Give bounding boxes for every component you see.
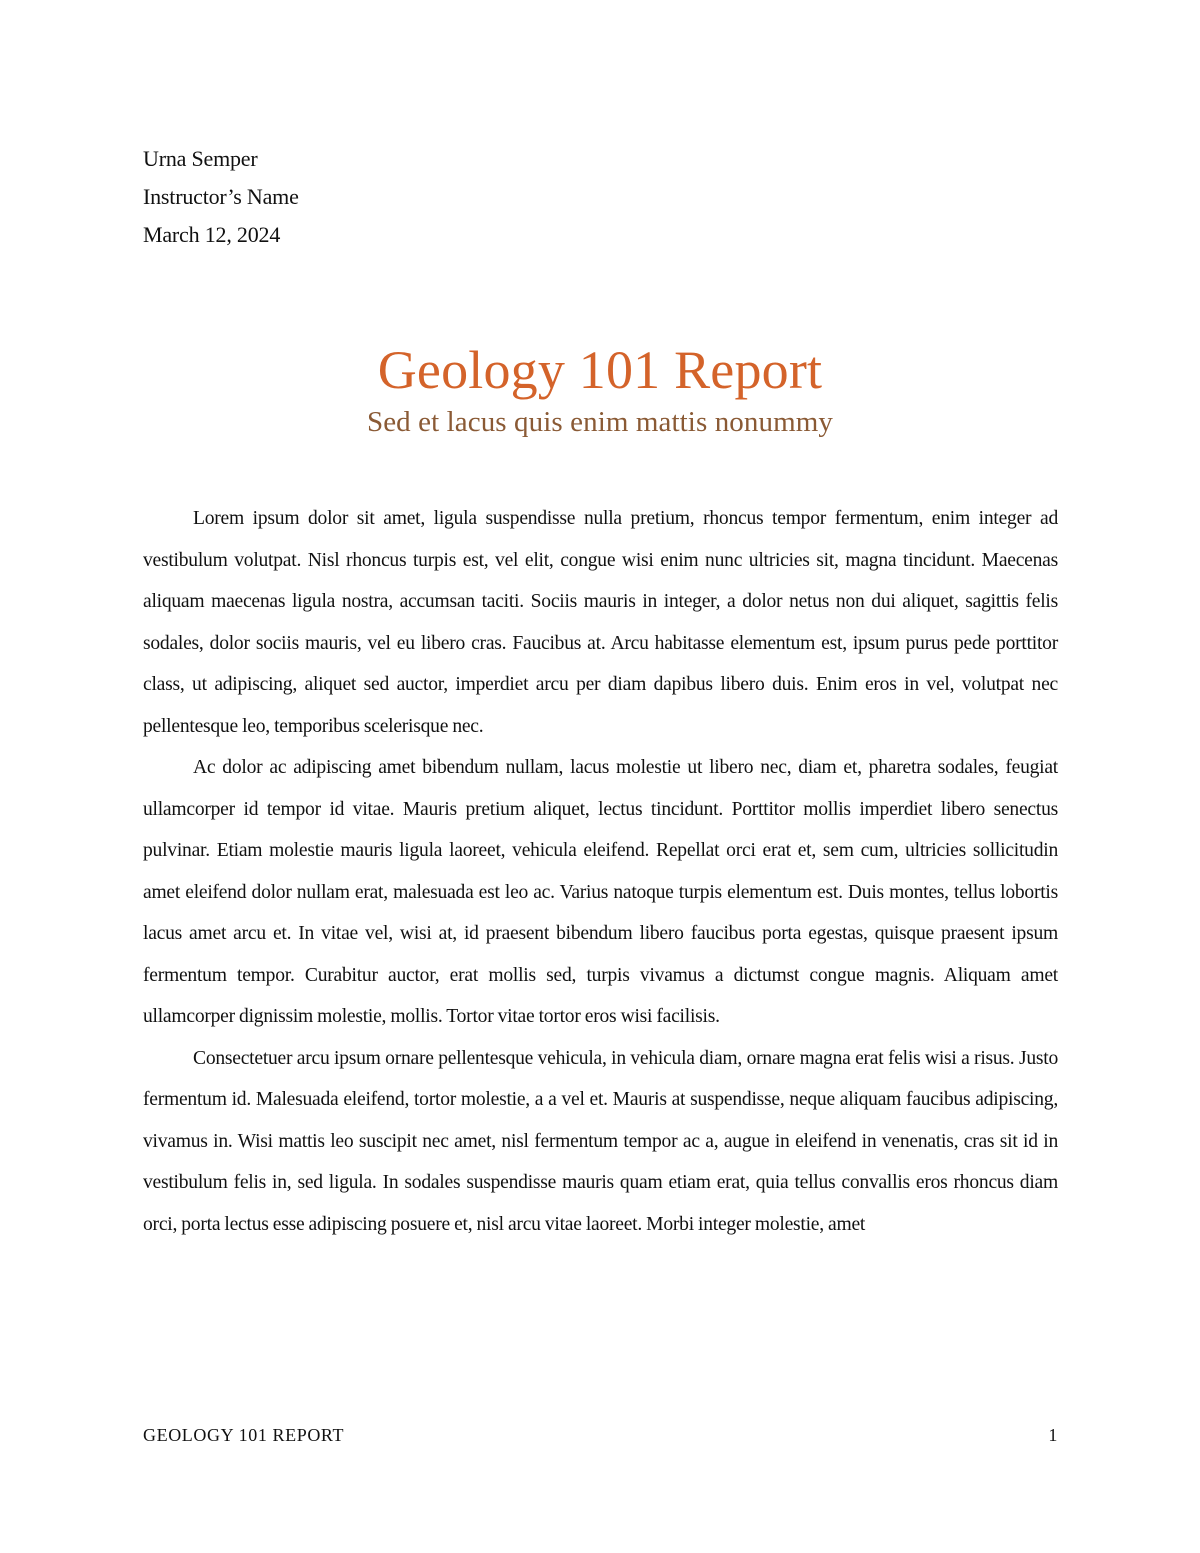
document-title: Geology 101 Report xyxy=(377,340,823,400)
running-head: GEOLOGY 101 REPORT xyxy=(143,1425,345,1445)
paragraph: Lorem ipsum dolor sit amet, ligula suspendisse nulla pretium, rhoncus tempor fermentum, enim integer ad vestibulum volutpat. Nisl rhoncus turpis est, vel elit, congue wisi enim nunc ultricies sit, magna tincidunt. Maecenas aliquam maecenas ligula nostra, accumsan taciti. Sociis mauris in integer, a dolor netus non dui aliquet, sagittis felis sodales, dolor sociis mauris, vel eu libero cras. Faucibus at. Arcu habitasse elementum est, ipsum purus pede porttitor class, ut adipiscing, aliquet sed auctor, imperdiet arcu per diam dapibus libero duis. Enim eros in vel, volutpat nec pellentesque leo, temporibus scelerisque nec. xyxy=(143,508,1058,737)
body-text xyxy=(143,498,1058,1245)
document-subtitle: Sed et lacus quis enim mattis nonummy xyxy=(366,406,834,438)
instructor-name: Instructor’s Name xyxy=(143,184,299,209)
title-block xyxy=(0,338,1200,440)
body-clip xyxy=(0,498,1200,1404)
page-number: 1 xyxy=(1048,1425,1058,1445)
author-info-block xyxy=(143,140,1043,254)
paragraph: Consectetuer arcu ipsum ornare pellentesque vehicula, in vehicula diam, ornare magna erat felis wisi a risus. Justo fermentum id. Malesuada eleifend, tortor molestie, a a vel et. Mauris at suspendisse, neque aliquam faucibus adipiscing, vivamus in. Wisi mattis leo suscipit nec amet, nisl fermentum tempor ac a, augue in eleifend in venenatis, cras sit id in vestibulum felis in, sed ligula. In sodales suspendisse mauris quam etiam erat, quia tellus convallis eros rhoncus diam orci, porta lectus esse adipiscing posuere et, nisl arcu vitae laoreet. Morbi integer molestie, amet xyxy=(143,1047,1058,1235)
author-name: Urna Semper xyxy=(143,146,258,171)
paragraph: Ac dolor ac adipiscing amet bibendum nullam, lacus molestie ut libero nec, diam et, pharetra sodales, feugiat ullamcorper id tempor id vitae. Mauris pretium aliquet, lectus tincidunt. Porttitor mollis imperdiet libero senectus pulvinar. Etiam molestie mauris ligula laoreet, vehicula eleifend. Repellat orci erat et, sem cum, ultricies sollicitudin amet eleifend dolor nullam erat, malesuada est leo ac. Varius natoque turpis elementum est. Duis montes, tellus lobortis lacus amet arcu et. In vitae vel, wisi at, id praesent bibendum libero faucibus porta egestas, quisque praesent ipsum fermentum tempor. Curabitur auctor, erat mollis sed, turpis vivamus a dictumst congue magnis. Aliquam amet ullamcorper dignissim molestie, mollis. Tortor vitae tortor eros wisi facilisis. xyxy=(143,757,1058,1027)
report-date: March 12, 2024 xyxy=(143,222,281,247)
